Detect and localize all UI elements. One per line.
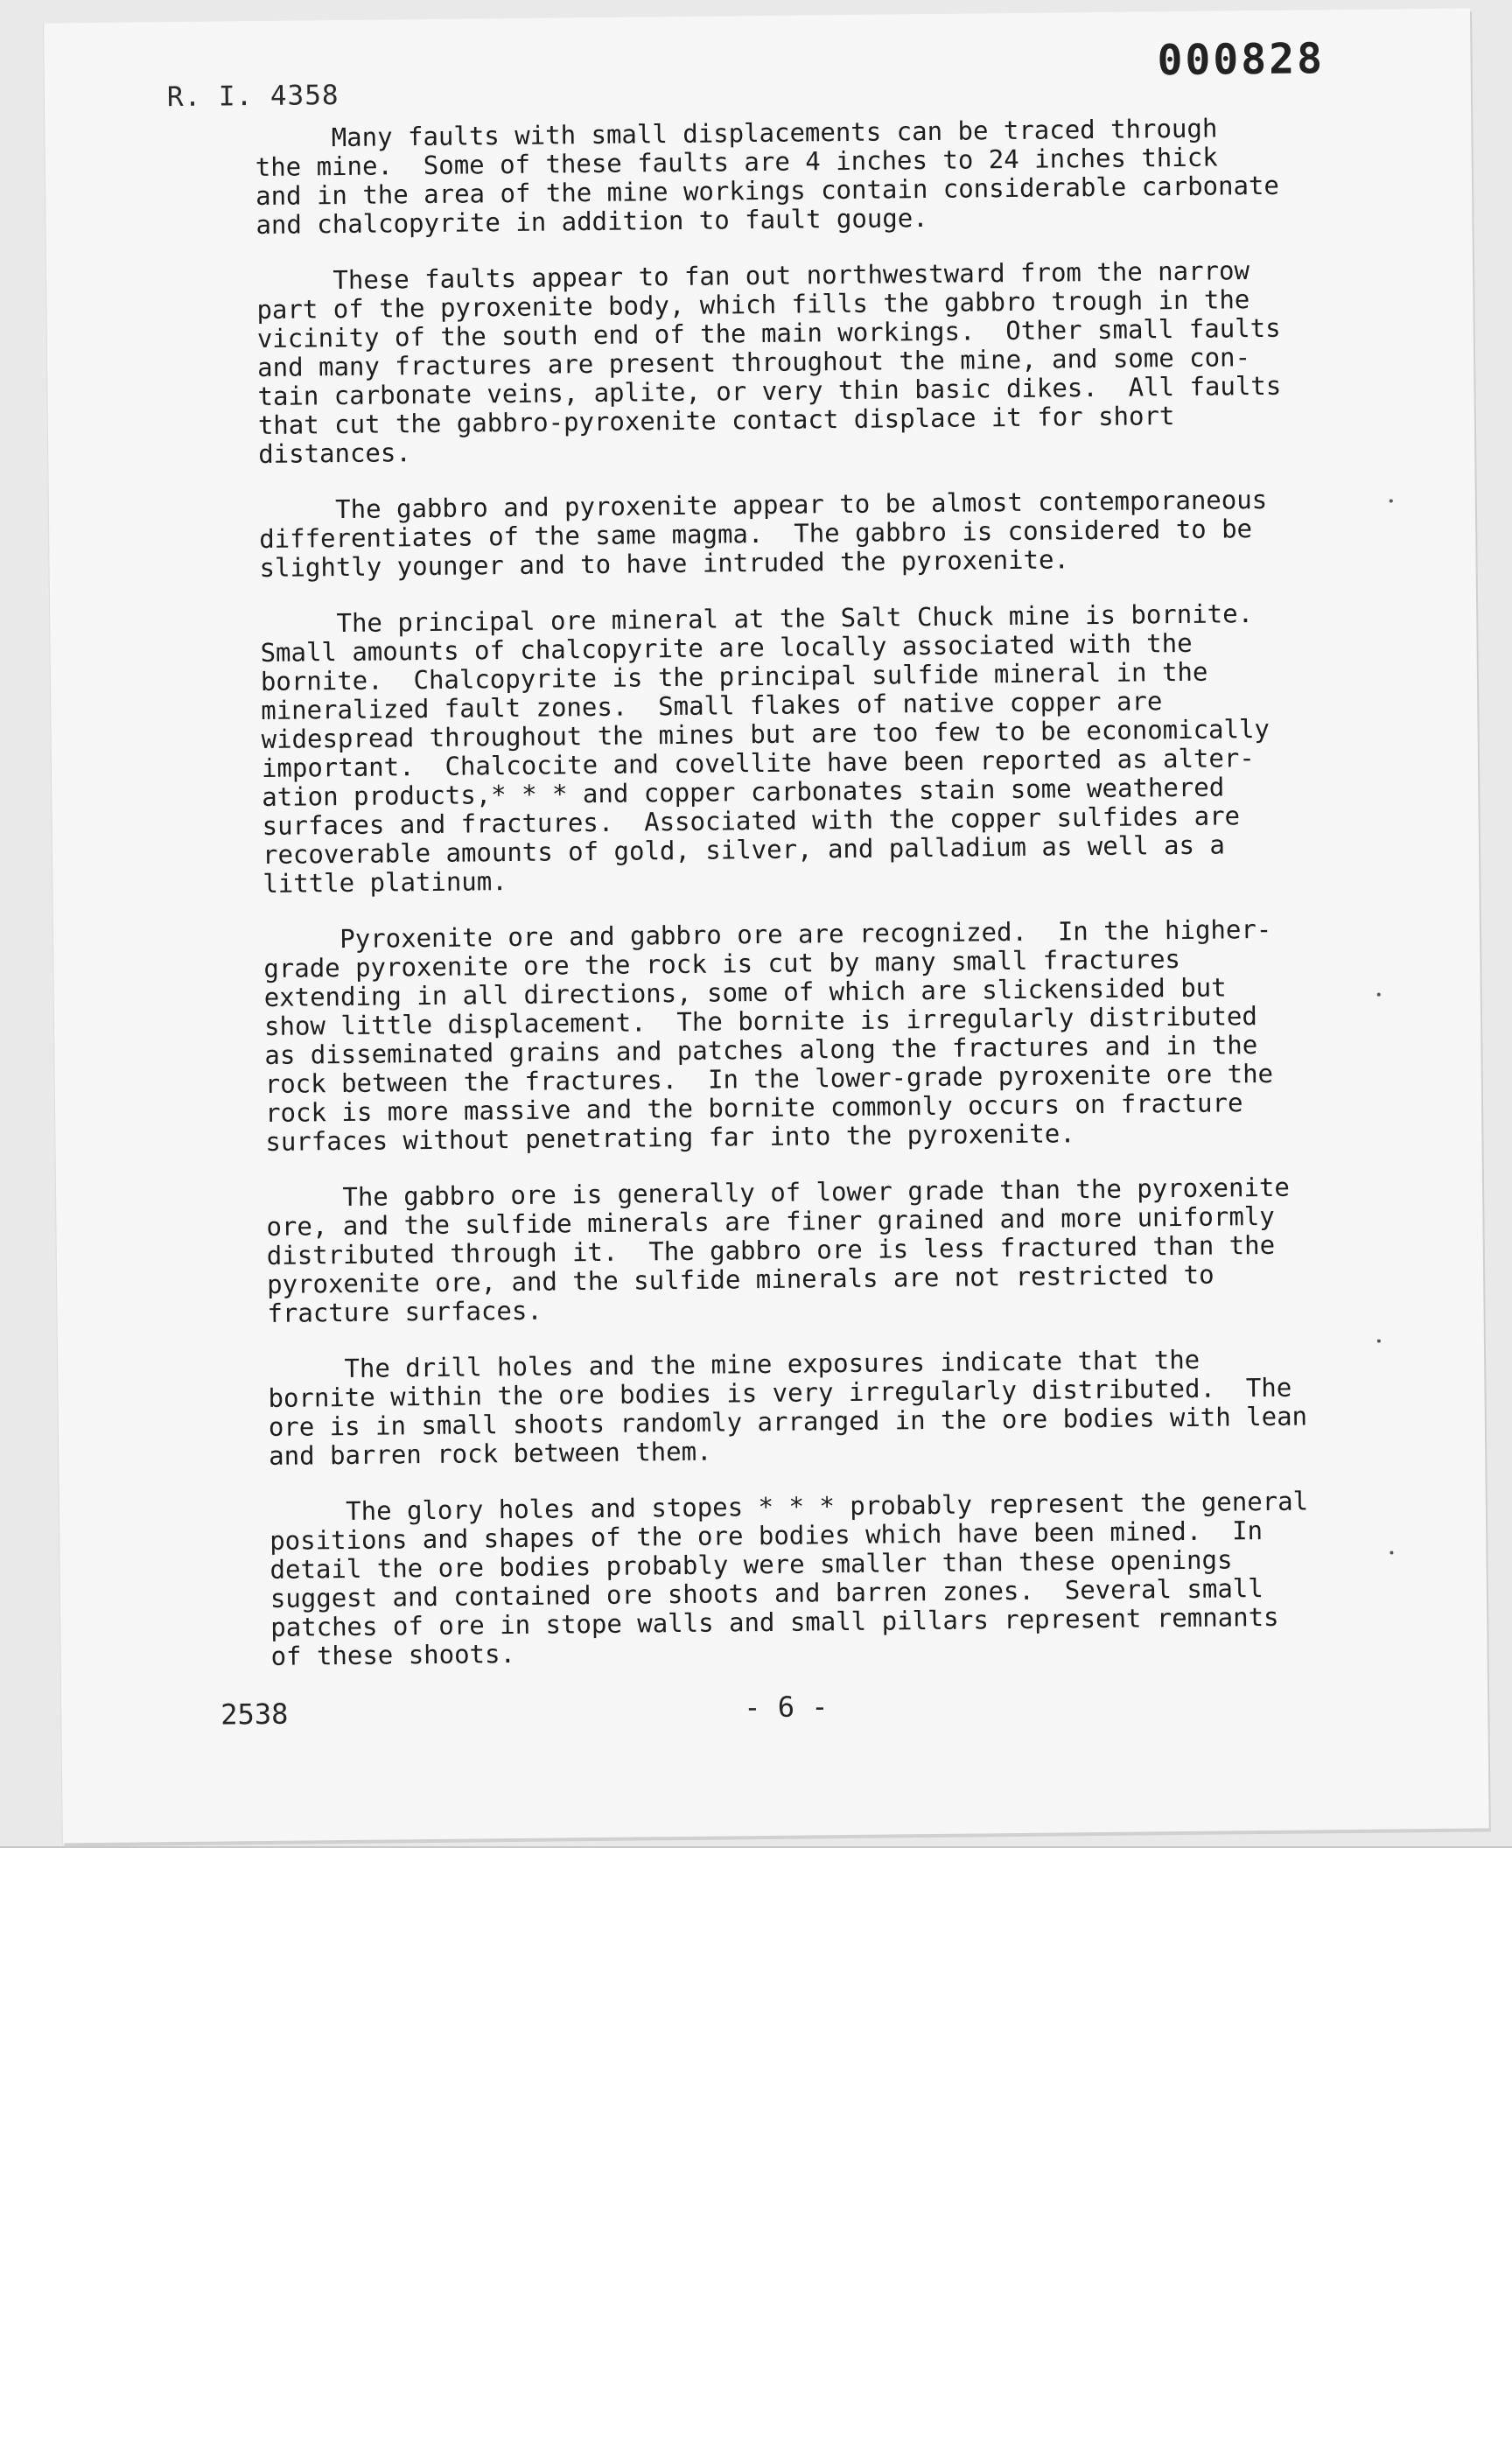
text-line: rock between the fractures. In the lower-grade pyroxenite ore the [264,1058,1274,1099]
scan-speck [1390,1550,1393,1554]
text-line: bornite. Chalcopyrite is the principal sulfide mineral in the [260,656,1208,696]
text-line: suggest and contained ore shoots and barren zones. Several small [270,1573,1264,1614]
text-line: grade pyroxenite ore the rock is cut by many small fractures [263,943,1181,984]
text-line: The gabbro ore is generally of lower grade than the pyroxenite [265,1172,1291,1213]
text-line: tain carbonate veins, aplite, or very thin basic dikes. All faults [257,370,1282,411]
text-line: positions and shapes of the ore bodies which have been mined. In [270,1516,1264,1556]
text-line: and many fractures are present throughout the mine, and some con- [257,342,1251,382]
scan-edge-divider [0,1846,1512,1848]
text-line: patches of ore in stope walls and small pillars represent remnants [270,1601,1279,1642]
scan-speck [1377,993,1381,997]
text-line: and in the area of the mine workings contain considerable carbonate [255,170,1280,212]
text-line: distances. [258,438,411,469]
text-line: and barren rock between them. [269,1436,712,1471]
report-id: R. I. 4358 [166,80,340,114]
text-line: The gabbro and pyroxenite appear to be almost contemporaneous [258,484,1268,525]
text-line: distributed through it. The gabbro ore is less fractured than the [266,1229,1276,1270]
text-line: The principal ore mineral at the Salt Chuck mine is bornite. [260,598,1254,639]
text-line: the mine. Some of these faults are 4 inches to 24 inches thick [255,142,1218,183]
paragraph [263,914,1351,1157]
text-line: Many faults with small displacements can be traced through [255,113,1218,154]
paragraph [256,256,1343,469]
text-line: pyroxenite ore, and the sulfide minerals are not restricted to [266,1259,1214,1299]
text-line: surfaces and fractures. Associated with the copper sulfides are [262,801,1241,841]
text-line: and chalcopyrite in addition to fault gouge. [256,202,928,241]
text-line: bornite within the ore bodies is very irregularly distributed. The [268,1372,1292,1413]
text-line: of these shoots. [270,1638,516,1671]
text-line: surfaces without penetrating far into the pyroxenite. [265,1118,1075,1157]
footer-code: 2538 [220,1697,289,1732]
text-line: show little displacement. The bornite is irregularly distributed [263,1001,1258,1041]
text-line: differentiates of the same magma. The gabbro is considered to be [259,514,1253,554]
text-line: that cut the gabbro-pyroxenite contact displace it for short [257,401,1175,440]
text-line: recoverable amounts of gold, silver, and palladium as well as a [262,830,1226,870]
scan-speck [1390,499,1393,502]
paragraph [260,598,1348,899]
document-number: 000828 [1157,34,1326,86]
text-line: Pyroxenite ore and gabbro ore are recognized. In the higher- [262,914,1272,955]
text-line: fracture surfaces. [267,1295,542,1328]
page-number: - 6 - [744,1690,829,1725]
text-line: rock is more massive and the bornite commonly occurs on fracture [264,1088,1243,1128]
text-line: part of the pyroxenite body, which fills the gabbro trough in the [256,284,1250,326]
text-line: These faults appear to fan out northwestward from the narrow [256,256,1250,297]
paragraph [255,113,1340,240]
text-line: important. Chalcocite and covellite have been reported as alter- [261,743,1255,783]
text-line: widespread throughout the mines but are too few to be economically [261,713,1270,754]
text-line: vicinity of the south end of the main workings. Other small faults [256,312,1281,354]
paragraph [266,1172,1353,1328]
text-line: detail the ore bodies probably were smaller than these openings [270,1544,1233,1585]
text-line: ore is in small shoots randomly arranged in the ore bodies with lean [268,1401,1308,1442]
text-line: ation products,* * * and copper carbonates stain some weathered [262,772,1225,812]
text-line: mineralized fault zones. Small flakes of native copper are [261,686,1163,725]
paragraph [259,485,1345,583]
document-page [44,8,1489,1843]
text-line: The drill holes and the mine exposures indicate that the [267,1344,1200,1384]
paragraph [268,1344,1354,1471]
text-line: as disseminated grains and patches along the fractures and in the [264,1030,1258,1070]
body-text [255,113,1356,1698]
text-line: slightly younger and to have intruded the pyroxenite. [259,544,1070,583]
text-line: extending in all directions, some of which are slickensided but [263,972,1227,1012]
text-line: ore, and the sulfide minerals are finer grained and more uniformly [266,1200,1275,1242]
text-line: little platinum. [262,866,508,899]
scan-speck [1377,1340,1381,1343]
paragraph [270,1487,1356,1671]
text-line: Small amounts of chalcopyrite are locally associated with the [260,627,1193,668]
text-line: The glory holes and stopes * * * probably represent the general [269,1486,1309,1527]
